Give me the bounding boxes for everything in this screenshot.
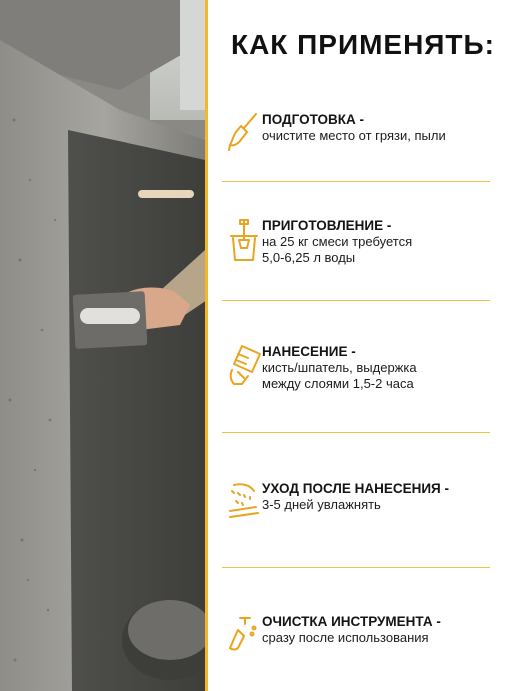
step-tool-cleaning [228,614,508,674]
step-heading: ПРИГОТОВЛЕНИЕ - [262,218,392,233]
watering-icon [228,481,260,521]
step-heading: ОЧИСТКА ИНСТРУМЕНТА - [262,614,441,629]
plastering-photo [0,0,207,691]
step-desc-line: 3-5 дней увлажнять [262,497,381,512]
separator-line [222,181,490,182]
hand-spatula-icon [228,344,260,384]
step-desc-line: между слоями 1,5-2 часа [262,376,414,391]
step-heading: УХОД ПОСЛЕ НАНЕСЕНИЯ - [262,481,449,496]
separator-line [222,432,490,433]
separator-line [222,567,490,568]
step-heading: ПОДГОТОВКА - [262,112,365,127]
step-aftercare [228,481,508,541]
step-desc-line: кисть/шпатель, выдержка [262,360,417,375]
separator-line [222,300,490,301]
step-mixing [228,218,508,278]
step-desc-line: на 25 кг смеси требуется [262,234,413,249]
step-preparation [228,112,508,172]
step-desc-line: очистите место от грязи, пыли [262,128,446,143]
step-application [228,344,508,404]
tool-cleaning-icon [228,614,260,654]
mixing-bucket-icon [228,218,260,258]
step-heading: НАНЕСЕНИЕ - [262,344,356,359]
step-desc-line: 5,0-6,25 л воды [262,250,356,265]
page-title: КАК ПРИМЕНЯТЬ: [230,29,495,60]
accent-divider [205,0,208,691]
step-desc-line: сразу после использования [262,630,429,645]
paint-brush-icon [228,112,260,152]
